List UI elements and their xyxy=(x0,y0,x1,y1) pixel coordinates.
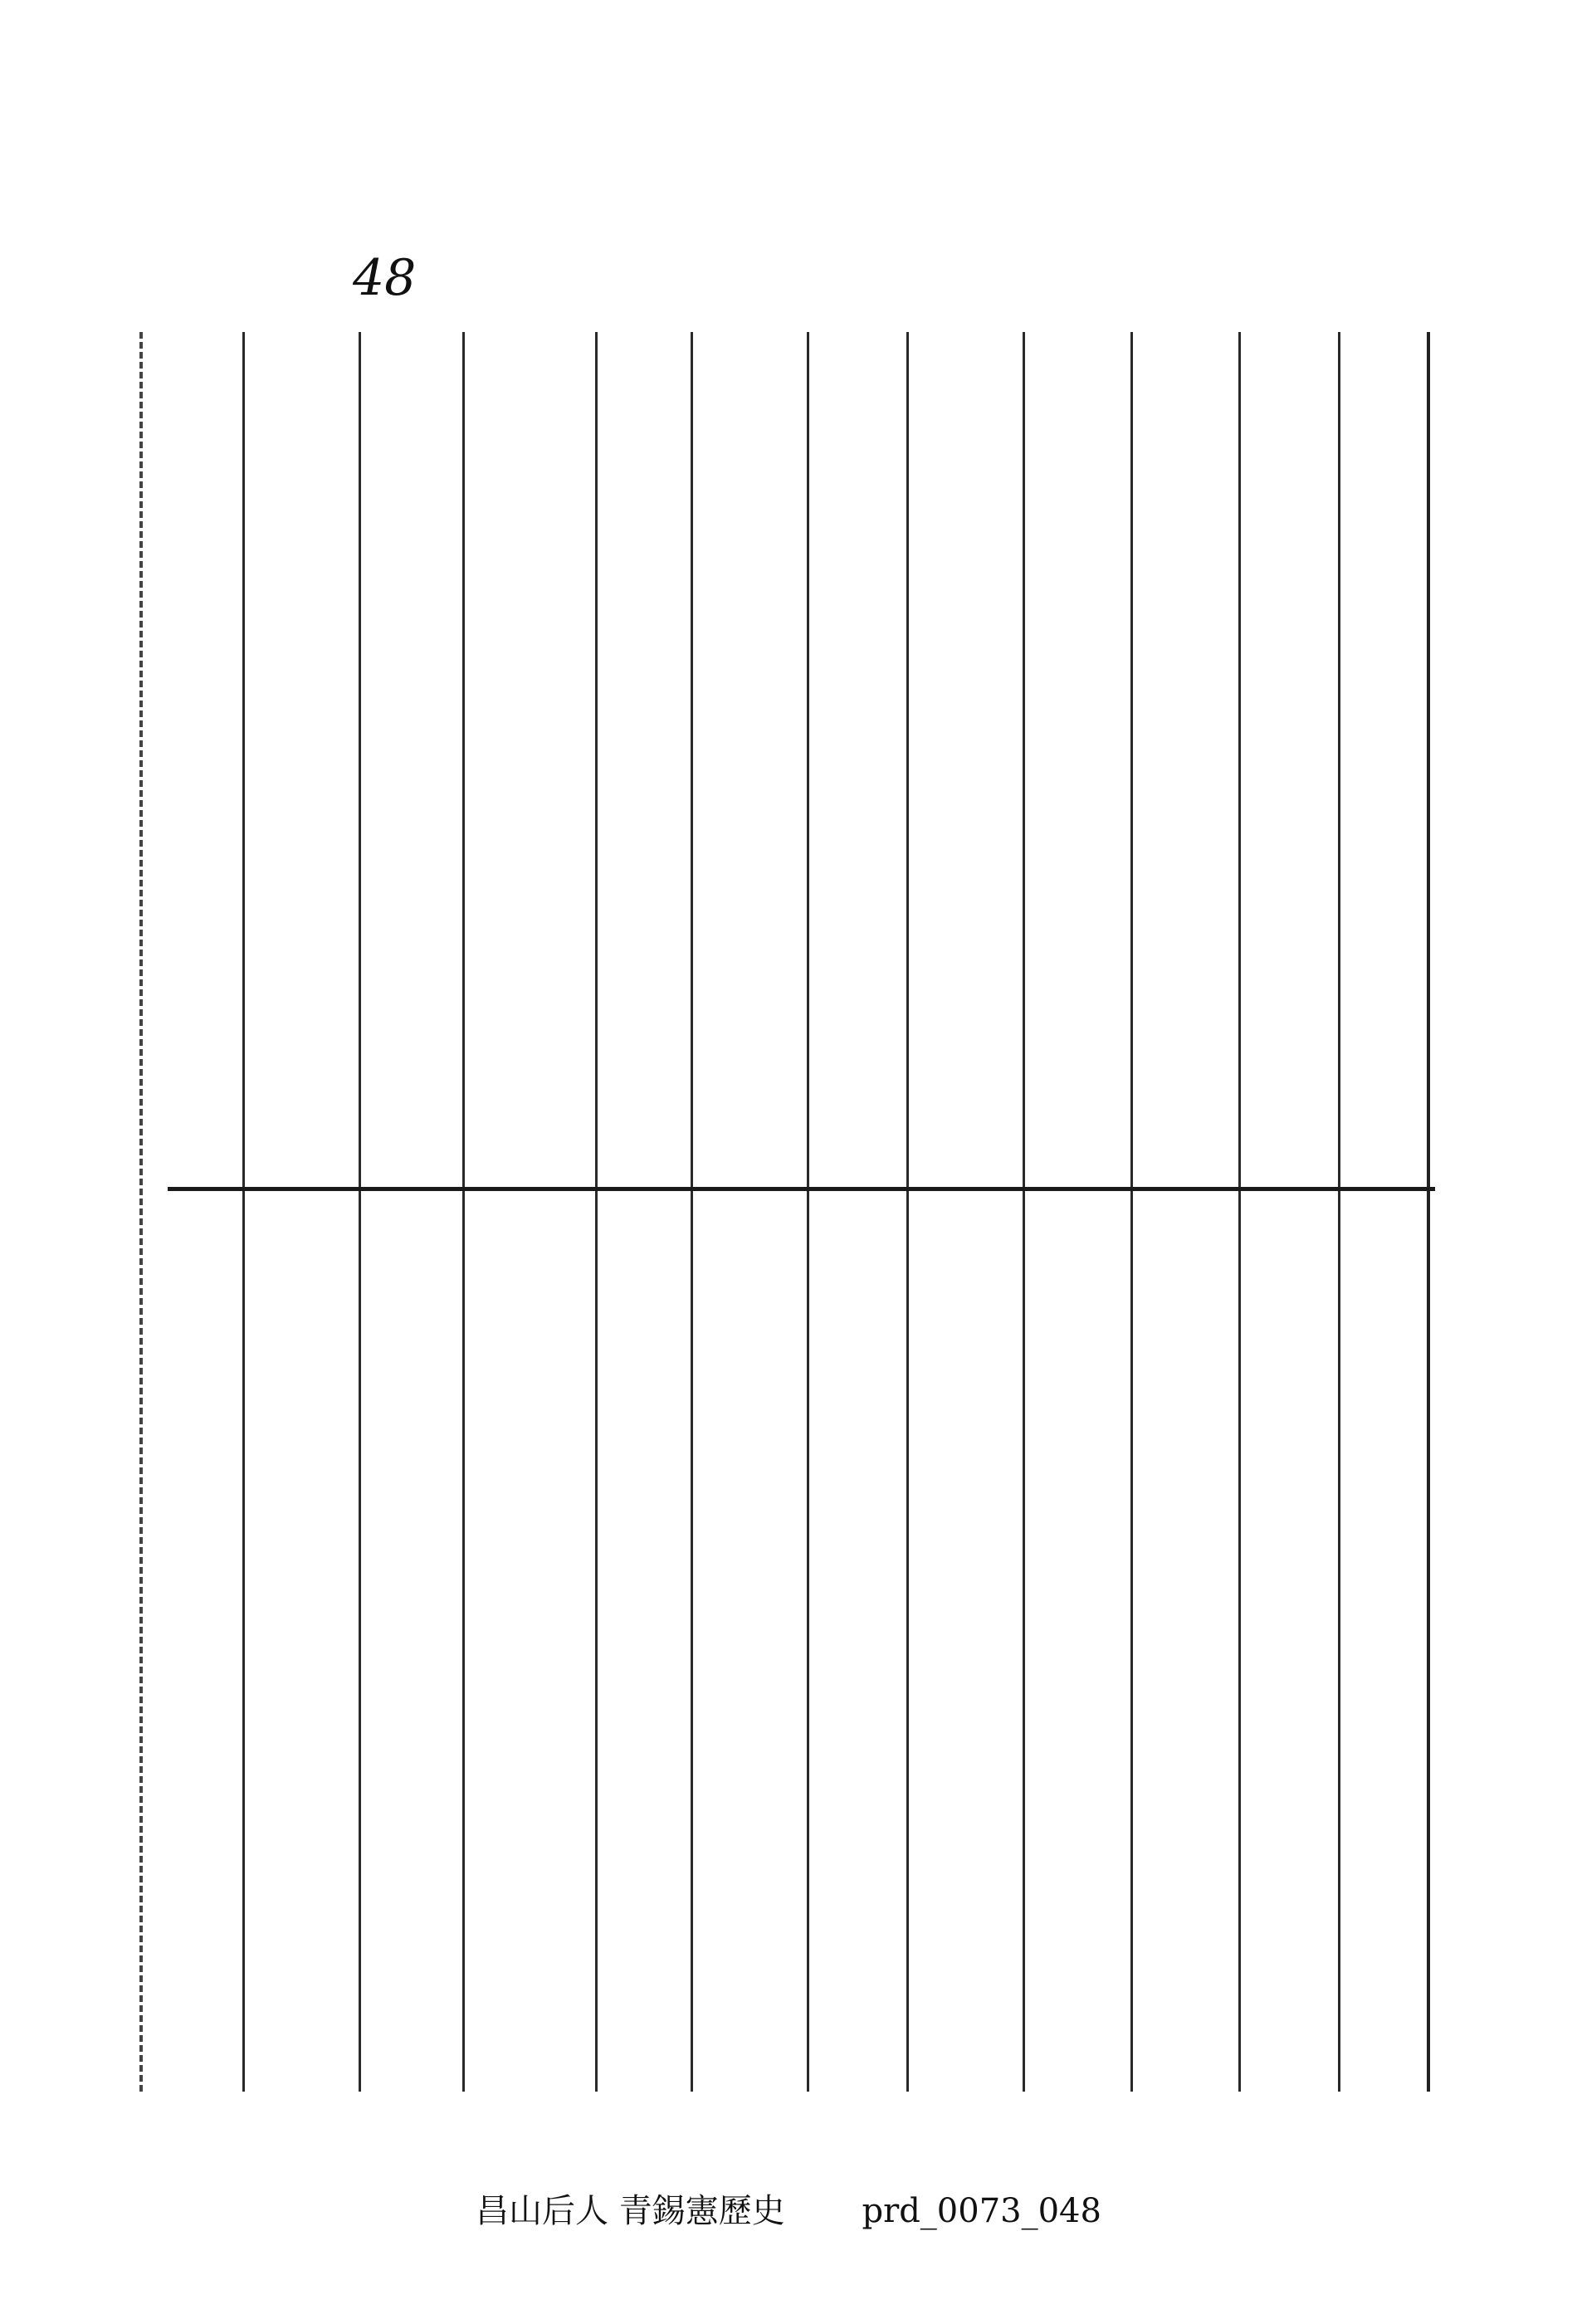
column-rule xyxy=(359,332,361,2092)
column-rule xyxy=(595,332,598,2092)
column-rule xyxy=(691,332,693,2092)
footer-title: 昌山后人 青錫憲歷史 xyxy=(476,2192,785,2230)
column-rule xyxy=(1338,332,1340,2092)
column-rule xyxy=(242,332,245,2092)
column-rule xyxy=(1023,332,1025,2092)
column-rule xyxy=(462,332,465,2092)
column-rule xyxy=(906,332,909,2092)
footer-code: prd_0073_048 xyxy=(862,2192,1101,2230)
manuscript-body xyxy=(139,332,1430,2092)
page-number: 48 xyxy=(353,249,417,307)
fold-line xyxy=(168,1187,1435,1191)
page-footer xyxy=(0,2185,1577,2232)
column-rule xyxy=(1238,332,1241,2092)
column-rule xyxy=(1130,332,1133,2092)
column-rule xyxy=(807,332,809,2092)
